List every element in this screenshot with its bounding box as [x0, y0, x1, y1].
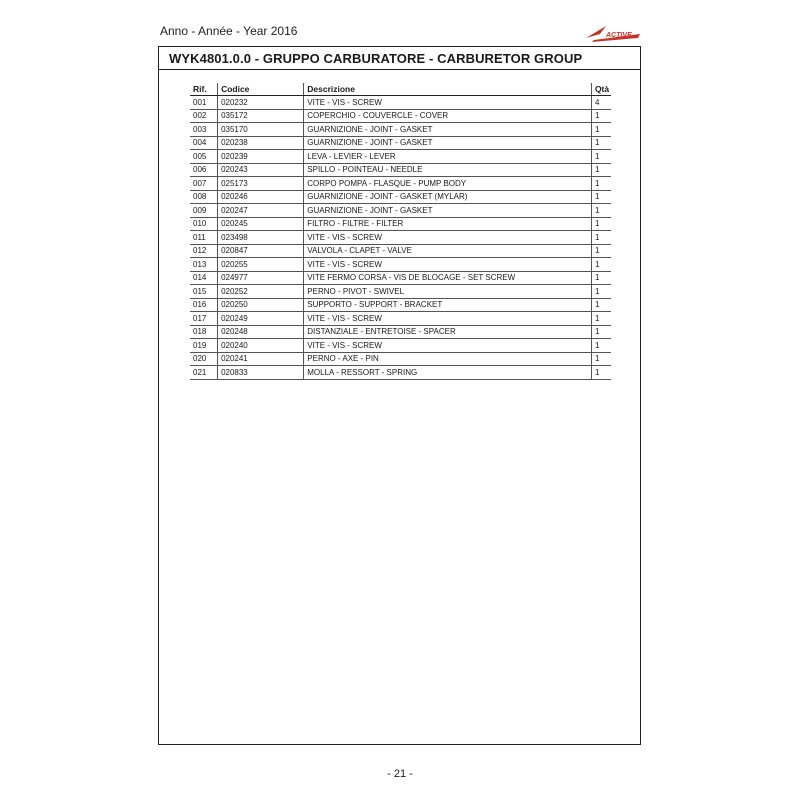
cell-codice: 020238	[218, 136, 304, 150]
column-header-codice: Codice	[218, 83, 304, 96]
cell-codice: 020239	[218, 150, 304, 164]
cell-descrizione: GUARNIZIONE - JOINT - GASKET	[304, 204, 592, 218]
cell-qta: 1	[591, 204, 611, 218]
cell-codice: 020243	[218, 163, 304, 177]
cell-codice: 035172	[218, 109, 304, 123]
cell-rif: 017	[190, 312, 218, 326]
section-title: WYK4801.0.0 - GRUPPO CARBURATORE - CARBURETOR GROUP	[169, 50, 583, 66]
cell-qta: 4	[591, 96, 611, 110]
cell-codice: 020248	[218, 325, 304, 339]
cell-descrizione: GUARNIZIONE - JOINT - GASKET (MYLAR)	[304, 190, 592, 204]
cell-rif: 011	[190, 231, 218, 245]
page-number: - 21 -	[387, 768, 413, 780]
table-row	[190, 339, 611, 353]
table-row	[190, 109, 611, 123]
cell-rif: 013	[190, 258, 218, 272]
cell-qta: 1	[591, 136, 611, 150]
cell-codice: 020247	[218, 204, 304, 218]
cell-qta: 1	[591, 298, 611, 312]
cell-rif: 016	[190, 298, 218, 312]
cell-codice: 020241	[218, 352, 304, 366]
cell-descrizione: MOLLA - RESSORT - SPRING	[304, 366, 592, 380]
table-row	[190, 244, 611, 258]
cell-qta: 1	[591, 163, 611, 177]
cell-descrizione: PERNO - AXE - PIN	[304, 352, 592, 366]
cell-codice: 020252	[218, 285, 304, 299]
cell-qta: 1	[591, 312, 611, 326]
cell-descrizione: SUPPORTO - SUPPORT - BRACKET	[304, 298, 592, 312]
cell-rif: 015	[190, 285, 218, 299]
parts-frame	[158, 46, 641, 745]
table-row	[190, 163, 611, 177]
cell-codice: 020246	[218, 190, 304, 204]
cell-descrizione: SPILLO - POINTEAU - NEEDLE	[304, 163, 592, 177]
cell-descrizione: LEVA - LEVIER - LEVER	[304, 150, 592, 164]
cell-qta: 1	[591, 190, 611, 204]
cell-descrizione: COPERCHIO - COUVERCLE - COVER	[304, 109, 592, 123]
table-row	[190, 285, 611, 299]
cell-codice: 020250	[218, 298, 304, 312]
cell-rif: 004	[190, 136, 218, 150]
cell-codice: 035170	[218, 123, 304, 137]
table-row	[190, 231, 611, 245]
cell-descrizione: VITE - VIS - SCREW	[304, 258, 592, 272]
cell-descrizione: FILTRO - FILTRE - FILTER	[304, 217, 592, 231]
logo-text: ACTIVE	[606, 32, 632, 39]
table-row	[190, 298, 611, 312]
table-row	[190, 96, 611, 110]
table-row	[190, 366, 611, 380]
year-label: Anno - Année - Year 2016	[160, 24, 298, 38]
cell-descrizione: DISTANZIALE - ENTRETOISE - SPACER	[304, 325, 592, 339]
cell-rif: 019	[190, 339, 218, 353]
cell-descrizione: CORPO POMPA - FLASQUE - PUMP BODY	[304, 177, 592, 191]
cell-qta: 1	[591, 352, 611, 366]
cell-rif: 020	[190, 352, 218, 366]
cell-rif: 001	[190, 96, 218, 110]
cell-descrizione: GUARNIZIONE - JOINT - GASKET	[304, 123, 592, 137]
cell-rif: 021	[190, 366, 218, 380]
cell-descrizione: VITE - VIS - SCREW	[304, 96, 592, 110]
cell-codice: 020249	[218, 312, 304, 326]
cell-qta: 1	[591, 217, 611, 231]
cell-descrizione: PERNO - PIVOT - SWIVEL	[304, 285, 592, 299]
table-row	[190, 271, 611, 285]
cell-qta: 1	[591, 325, 611, 339]
cell-descrizione: VALVOLA - CLAPET - VALVE	[304, 244, 592, 258]
table-row	[190, 312, 611, 326]
cell-codice: 020255	[218, 258, 304, 272]
table-row	[190, 190, 611, 204]
table-row	[190, 258, 611, 272]
cell-codice: 020245	[218, 217, 304, 231]
cell-qta: 1	[591, 366, 611, 380]
table-row	[190, 204, 611, 218]
cell-descrizione: VITE FERMO CORSA - VIS DE BLOCAGE - SET SCREW	[304, 271, 592, 285]
cell-descrizione: VITE - VIS - SCREW	[304, 312, 592, 326]
cell-descrizione: GUARNIZIONE - JOINT - GASKET	[304, 136, 592, 150]
cell-descrizione: VITE - VIS - SCREW	[304, 231, 592, 245]
cell-rif: 018	[190, 325, 218, 339]
cell-codice: 023498	[218, 231, 304, 245]
cell-rif: 005	[190, 150, 218, 164]
cell-qta: 1	[591, 109, 611, 123]
table-row	[190, 177, 611, 191]
parts-table-body	[190, 96, 611, 380]
title-bar	[159, 47, 640, 70]
cell-rif: 010	[190, 217, 218, 231]
cell-codice: 020833	[218, 366, 304, 380]
cell-rif: 007	[190, 177, 218, 191]
table-row	[190, 217, 611, 231]
cell-qta: 1	[591, 177, 611, 191]
cell-rif: 014	[190, 271, 218, 285]
cell-rif: 003	[190, 123, 218, 137]
cell-qta: 1	[591, 150, 611, 164]
table-header-row	[190, 83, 611, 96]
table-row	[190, 136, 611, 150]
cell-codice: 020847	[218, 244, 304, 258]
cell-qta: 1	[591, 231, 611, 245]
cell-qta: 1	[591, 271, 611, 285]
cell-rif: 008	[190, 190, 218, 204]
cell-qta: 1	[591, 244, 611, 258]
table-row	[190, 123, 611, 137]
cell-rif: 012	[190, 244, 218, 258]
active-logo-icon	[584, 22, 642, 44]
cell-qta: 1	[591, 258, 611, 272]
column-header-rif: Rif.	[190, 83, 218, 96]
cell-codice: 025173	[218, 177, 304, 191]
cell-codice: 024977	[218, 271, 304, 285]
parts-table	[190, 83, 611, 380]
cell-qta: 1	[591, 285, 611, 299]
cell-descrizione: VITE - VIS - SCREW	[304, 339, 592, 353]
cell-qta: 1	[591, 123, 611, 137]
table-row	[190, 325, 611, 339]
column-header-descrizione: Descrizione	[304, 83, 592, 96]
cell-rif: 009	[190, 204, 218, 218]
cell-codice: 020240	[218, 339, 304, 353]
table-row	[190, 352, 611, 366]
cell-qta: 1	[591, 339, 611, 353]
cell-rif: 006	[190, 163, 218, 177]
table-row	[190, 150, 611, 164]
cell-rif: 002	[190, 109, 218, 123]
column-header-qta: Qtà	[591, 83, 611, 96]
cell-codice: 020232	[218, 96, 304, 110]
